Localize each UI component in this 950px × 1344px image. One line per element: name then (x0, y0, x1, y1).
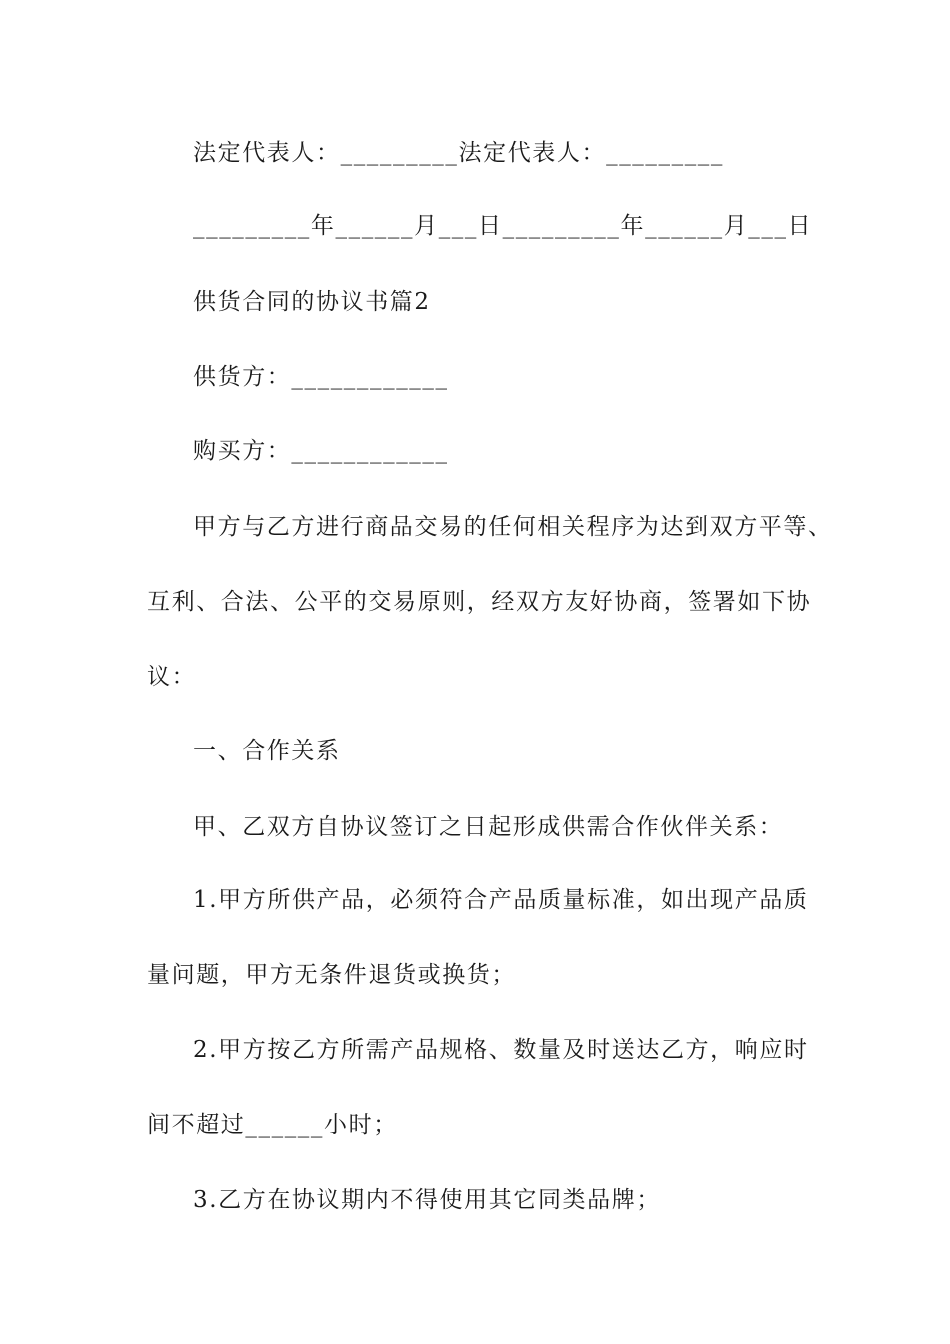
heading-cooperation: 一、合作关系 (193, 738, 341, 764)
buyer-line: 购买方：____________ (193, 438, 449, 464)
date-row: _________年______月___日_________年______月___日 (193, 213, 813, 239)
intro-paragraph-line-3: 议： (147, 664, 197, 690)
item-1-line-2: 量问题，甲方无条件退货或换货； (147, 962, 516, 988)
item-2-line-2: 间不超过______小时； (147, 1112, 398, 1138)
relation-text: 甲、乙双方自协议签订之日起形成供需合作伙伴关系： (193, 814, 784, 840)
intro-paragraph-line-1: 甲方与乙方进行商品交易的任何相关程序为达到双方平等、 (193, 514, 833, 540)
intro-paragraph-line-2: 互利、合法、公平的交易原则，经双方友好协商，签署如下协 (147, 589, 812, 615)
supplier-line: 供货方：____________ (193, 364, 449, 390)
section-title: 供货合同的协议书篇2 (193, 289, 431, 315)
item-1-line-1: 1.甲方所供产品，必须符合产品质量标准，如出现产品质 (193, 887, 809, 913)
signature-row: 法定代表人：_________法定代表人：_________ (193, 140, 724, 166)
item-2-line-1: 2.甲方按乙方所需产品规格、数量及时送达乙方，响应时 (193, 1037, 809, 1063)
item-3: 3.乙方在协议期内不得使用其它同类品牌； (193, 1187, 661, 1213)
